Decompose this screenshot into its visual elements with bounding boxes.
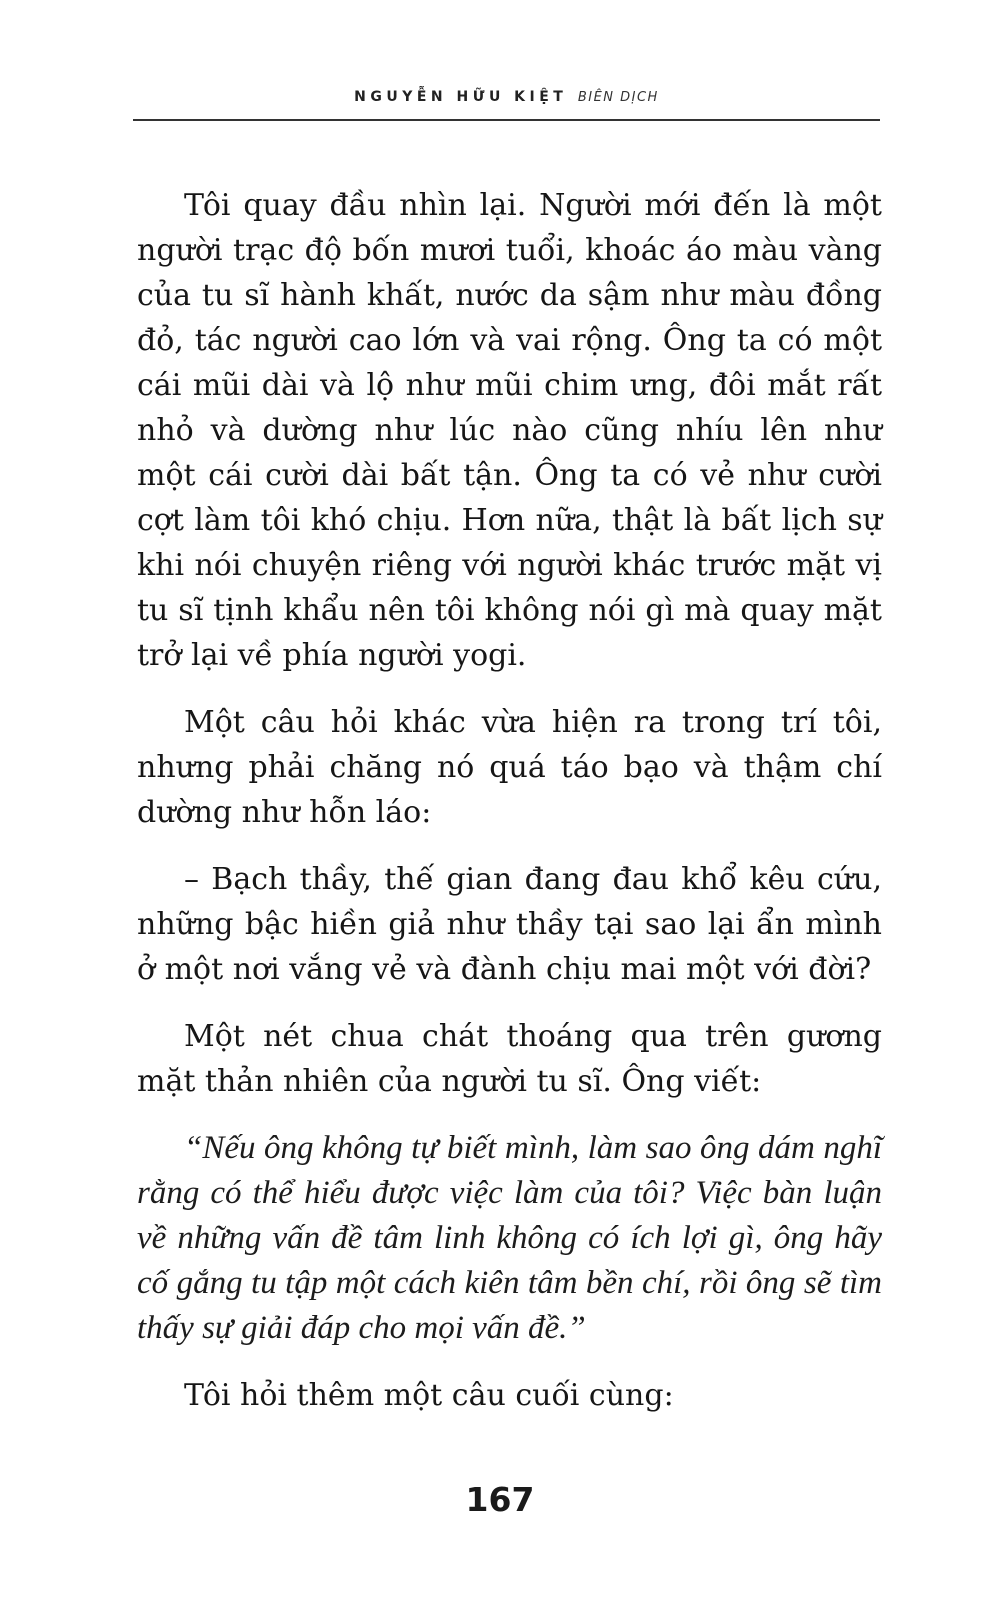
paragraph-6: Tôi hỏi thêm một câu cuối cùng: [184, 1378, 674, 1413]
paragraph-3-dialogue: – Bạch thầy, thế gian đang đau khổ kêu cứu, những bậc hiền giả như thầy tại sao lại ẩn mình ở một nơi vắng vẻ và đành chịu mai một với đời? [137, 862, 882, 987]
paragraph-5-quote: “Nếu ông không tự biết mình, làm sao ông dám nghĩ rằng có thể hiểu được việc làm của tôi? Việc bàn luận về những vấn đề tâm linh không có ích lợi gì, ông hãy cố gắng tu tập một cách kiên tâm bền chí, rồi ông sẽ tìm thấy sự giải đáp cho mọi vấn đề.” [137, 1130, 882, 1346]
paragraph-2: Một câu hỏi khác vừa hiện ra trong trí tôi, nhưng phải chăng nó quá táo bạo và thậm chí dường như hỗn láo: [137, 705, 882, 830]
header-divider [133, 119, 880, 121]
paragraph-4: Một nét chua chát thoáng qua trên gương mặt thản nhiên của người tu sĩ. Ông viết: [137, 1019, 882, 1099]
page-number: 167 [465, 1480, 535, 1519]
header-role: BIÊN DỊCH [577, 90, 659, 105]
page-body [137, 183, 882, 1440]
running-header [133, 88, 880, 107]
paragraph-1: Tôi quay đầu nhìn lại. Người mới đến là một người trạc độ bốn mươi tuổi, khoác áo màu vàng của tu sĩ hành khất, nước da sậm như màu đồng đỏ, tác người cao lớn và vai rộng. Ông ta có một cái mũi dài và lộ như mũi chim ưng, đôi mắt rất nhỏ và dường như lúc nào cũng nhíu lên như một cái cười dài bất tận. Ông ta có vẻ như cười cợt làm tôi khó chịu. Hơn nữa, thật là bất lịch sự khi nói chuyện riêng với người khác trước mặt vị tu sĩ tịnh khẩu nên tôi không nói gì mà quay mặt trở lại về phía người yogi. [137, 188, 882, 673]
header-author: NGUYỄN HỮU KIỆT [354, 89, 568, 105]
